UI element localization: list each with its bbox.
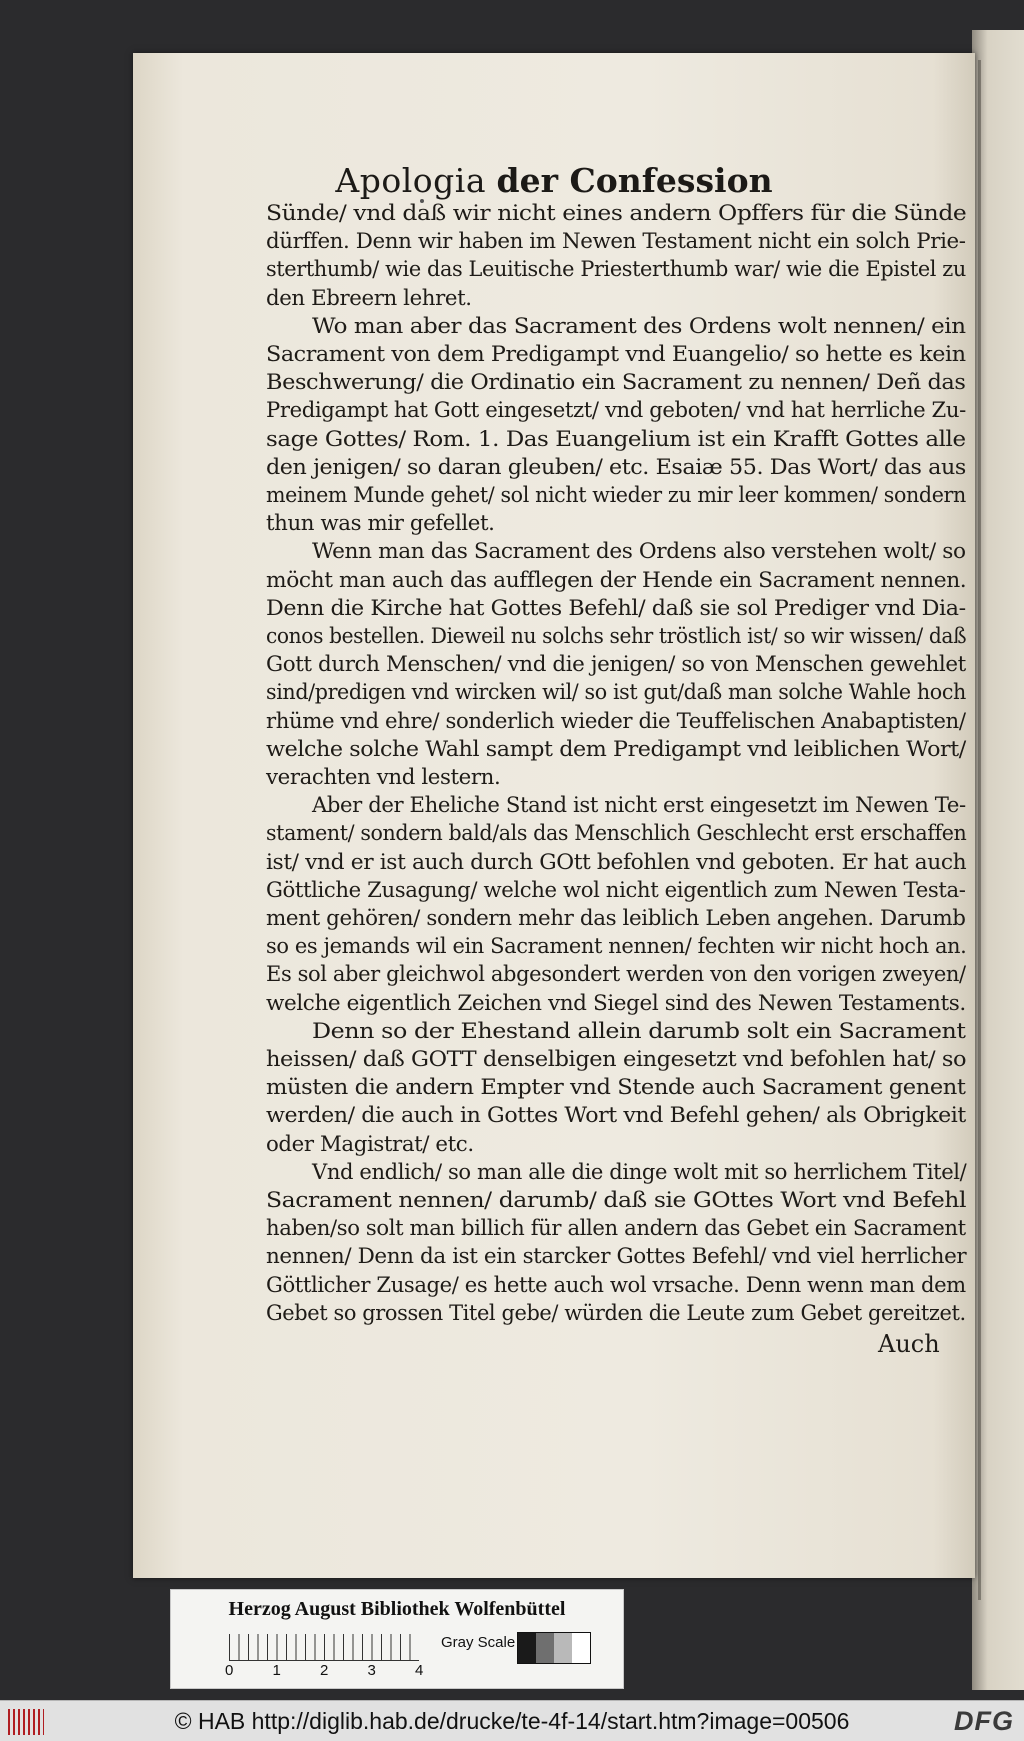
text-line: nennen/ Denn da ist ein starcker Gottes Befehl/ vnd viel herrlicher: [266, 1244, 967, 1270]
running-head: [133, 161, 975, 200]
text-line: welche solche Wahl sampt dem Predigampt vnd leiblichen Wort/: [266, 736, 966, 762]
dfg-logo: DFG: [954, 1706, 1014, 1736]
text-line: Wo man aber das Sacrament des Ordens wolt nennen/ ein: [312, 313, 966, 339]
text-line: sind/predigen vnd wircken wil/ so ist gut/daß man solche Wahle hoch: [266, 680, 966, 706]
text-line: verachten vnd lestern.: [266, 765, 501, 790]
text-line: so es jemands wil ein Sacrament nennen/ fechten wir nicht hoch an.: [266, 934, 967, 960]
gray-swatch: [536, 1633, 554, 1663]
text-line: rhüme vnd ehre/ sonderlich wieder die Teuffelischen Anabaptisten/: [266, 708, 966, 734]
text-line: Sünde/ vnd daß wir nicht eines andern Opffers für die Sünde: [266, 201, 967, 226]
text-line: ment gehören/ sondern mehr das leiblich Leben angehen. Darumb: [266, 906, 966, 931]
text-line: Es sol aber gleichwol abgesondert werden von den vorigen zweyen/: [266, 962, 966, 988]
book-page: [133, 53, 975, 1578]
ruler-numbers: [223, 1662, 433, 1682]
text-line: Predigampt hat Gott eingesetzt/ vnd geboten/ vnd hat herrliche Zu-: [266, 398, 966, 424]
text-line: thun was mir gefellet.: [266, 511, 495, 537]
gray-scale-label: Gray Scale: [441, 1634, 516, 1651]
footer-copyright-link[interactable]: © HAB http://diglib.hab.de/drucke/te-4f-14/start.htm?image=00506: [174, 1708, 850, 1734]
text-line: Aber der Eheliche Stand ist nicht erst eingesetzt im Newen Te-: [312, 793, 966, 819]
text-line: meinem Munde gehet/ sol nicht wieder zu mir leer kommen/ sondern: [266, 483, 966, 508]
text-line: haben/so solt man billich für allen andern das Gebet ein Sacrament: [266, 1216, 966, 1242]
text-line: Sacrament von dem Predigampt vnd Euangelio/ so hette es kein: [266, 342, 966, 367]
text-line: Göttlicher Zusage/ es hette auch wol vrsache. Denn wenn man dem: [266, 1272, 966, 1298]
text-line: ist/ vnd er ist auch durch GOtt befohlen vnd geboten. Er hat auch: [266, 849, 967, 875]
text-line: Denn die Kirche hat Gottes Befehl/ daß sie sol Prediger vnd Dia-: [266, 595, 966, 621]
text-line: müsten die andern Empter vnd Stende auch Sacrament genent: [266, 1075, 966, 1101]
text-line: möcht man auch das aufflegen der Hende ein Sacrament nennen.: [266, 567, 967, 593]
text-line: werden/ die auch in Gottes Wort vnd Befehl gehen/ als Obrigkeit: [266, 1103, 966, 1129]
text-line: den jenigen/ so daran gleuben/ etc. Esaiæ 55. Das Wort/ das aus: [266, 454, 966, 480]
ruler-number: 0: [225, 1662, 234, 1679]
gray-swatch: [554, 1633, 572, 1663]
text-line: Beschwerung/ die Ordinatio ein Sacrament zu nennen/ Deñ das: [266, 370, 966, 396]
text-line: sage Gottes/ Rom. 1. Das Euangelium ist ein Krafft Gottes alle: [266, 426, 966, 452]
text-line: dürffen. Denn wir haben im Newen Testament nicht ein solch Prie-: [266, 229, 966, 255]
text-line: sterthumb/ wie das Leuitische Priesterthumb war/ wie die Epistel zu: [266, 257, 966, 283]
library-name: Herzog August Bibliothek Wolfenbüttel: [228, 1598, 566, 1620]
text-line: Gott durch Menschen/ vnd die jenigen/ so von Menschen gewehlet: [266, 652, 966, 678]
ruler-number: 1: [272, 1662, 281, 1679]
text-line: Vnd endlich/ so man alle die dinge wolt mit so herrlichem Titel/: [312, 1159, 967, 1185]
scale-ruler: [229, 1634, 419, 1661]
text-line: oder Magistrat/ etc.: [266, 1131, 474, 1157]
text-line: Denn so der Ehestand allein darumb solt ein Sacrament: [312, 1018, 966, 1044]
running-head-apologia: Apologia: [335, 161, 486, 200]
text-line: Gebet so grossen Titel gebe/ würden die Leute zum Gebet gereitzet.: [266, 1300, 966, 1326]
text-line: den Ebreern lehret.: [266, 285, 472, 311]
text-line: stament/ sondern bald/als das Menschlich Geschlecht erst erschaffen: [266, 821, 967, 847]
catchword: Auch: [878, 1330, 940, 1358]
footer-bar: [0, 1700, 1024, 1741]
gray-swatch: [572, 1633, 590, 1663]
gray-swatch: [518, 1633, 536, 1663]
text-line: Wenn man das Sacrament des Ordens also verstehen wolt/ so: [312, 539, 966, 565]
text-line: Göttliche Zusagung/ welche wol nicht eigentlich zum Newen Testa-: [266, 877, 966, 903]
running-head-confession: der Confession: [496, 161, 773, 200]
text-line: Sacrament nennen/ darumb/ daß sie GOttes Wort vnd Befehl: [266, 1188, 967, 1213]
text-line: heissen/ daß GOTT denselbigen eingesetzt vnd befohlen hat/ so: [266, 1047, 967, 1072]
text-line: conos bestellen. Dieweil nu solchs sehr tröstlich ist/ so wir wissen/ daß: [266, 624, 967, 649]
ruler-number: 2: [320, 1662, 329, 1679]
color-calibration-card: [170, 1589, 624, 1689]
page-gutter-shadow: [978, 60, 981, 1600]
gray-scale-swatches: [517, 1632, 591, 1664]
ruler-number: 3: [367, 1662, 376, 1679]
text-line: welche eigentlich Zeichen vnd Siegel sind des Newen Testaments.: [266, 990, 966, 1016]
ruler-number: 4: [415, 1662, 424, 1679]
